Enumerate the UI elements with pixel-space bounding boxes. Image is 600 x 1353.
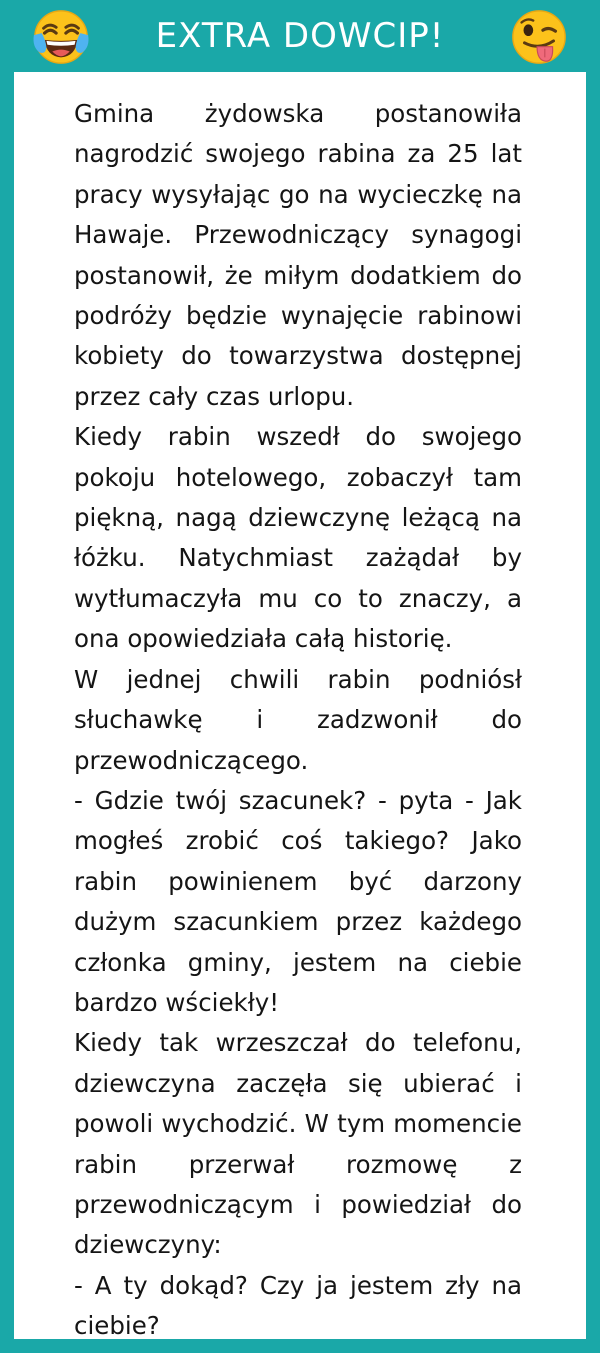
header-bar [0, 0, 600, 72]
joke-paragraph: Kiedy tak wrzeszczał do telefonu, dziewczyna zaczęła się ubierać i powoli wychodzić. W tym momencie rabin przerwał rozmowę z przewodniczącym i powiedział do dziewczyny: [74, 1028, 522, 1260]
header-title: EXTRA DOWCIP! [155, 16, 445, 56]
joke-text [74, 94, 522, 1347]
joke-paragraph: Kiedy rabin wszedł do swojego pokoju hotelowego, zobaczył tam piękną, nagą dziewczynę leżącą na łóżku. Natychmiast zażądał by wytłumaczyła mu co to znaczy, a ona opowiedziała całą historię. [74, 422, 522, 654]
winking-tongue-emoji-icon [508, 6, 570, 68]
tears-of-joy-emoji-icon [30, 6, 92, 68]
joke-paragraph: - A ty dokąd? Czy ja jestem zły na ciebie? [74, 1270, 522, 1341]
joke-panel [14, 72, 586, 1339]
joke-paragraph: - Gdzie twój szacunek? - pyta - Jak mogłeś zrobić coś takiego? Jako rabin powinienem być darzony dużym szacunkiem przez każdego członka gminy, jestem na ciebie bardzo wściekły! [74, 785, 522, 1017]
joke-paragraph: Gmina żydowska postanowiła nagrodzić swojego rabina za 25 lat pracy wysyłając go na wycieczkę na Hawaje. Przewodniczący synagogi postanowił, że miłym dodatkiem do podróży będzie wynajęcie rabinowi kobiety do towarzystwa dostępnej przez cały czas urlopu. [74, 99, 522, 411]
joke-paragraph: W jednej chwili rabin podniósł słuchawkę i zadzwonił do przewodniczącego. [74, 664, 522, 775]
